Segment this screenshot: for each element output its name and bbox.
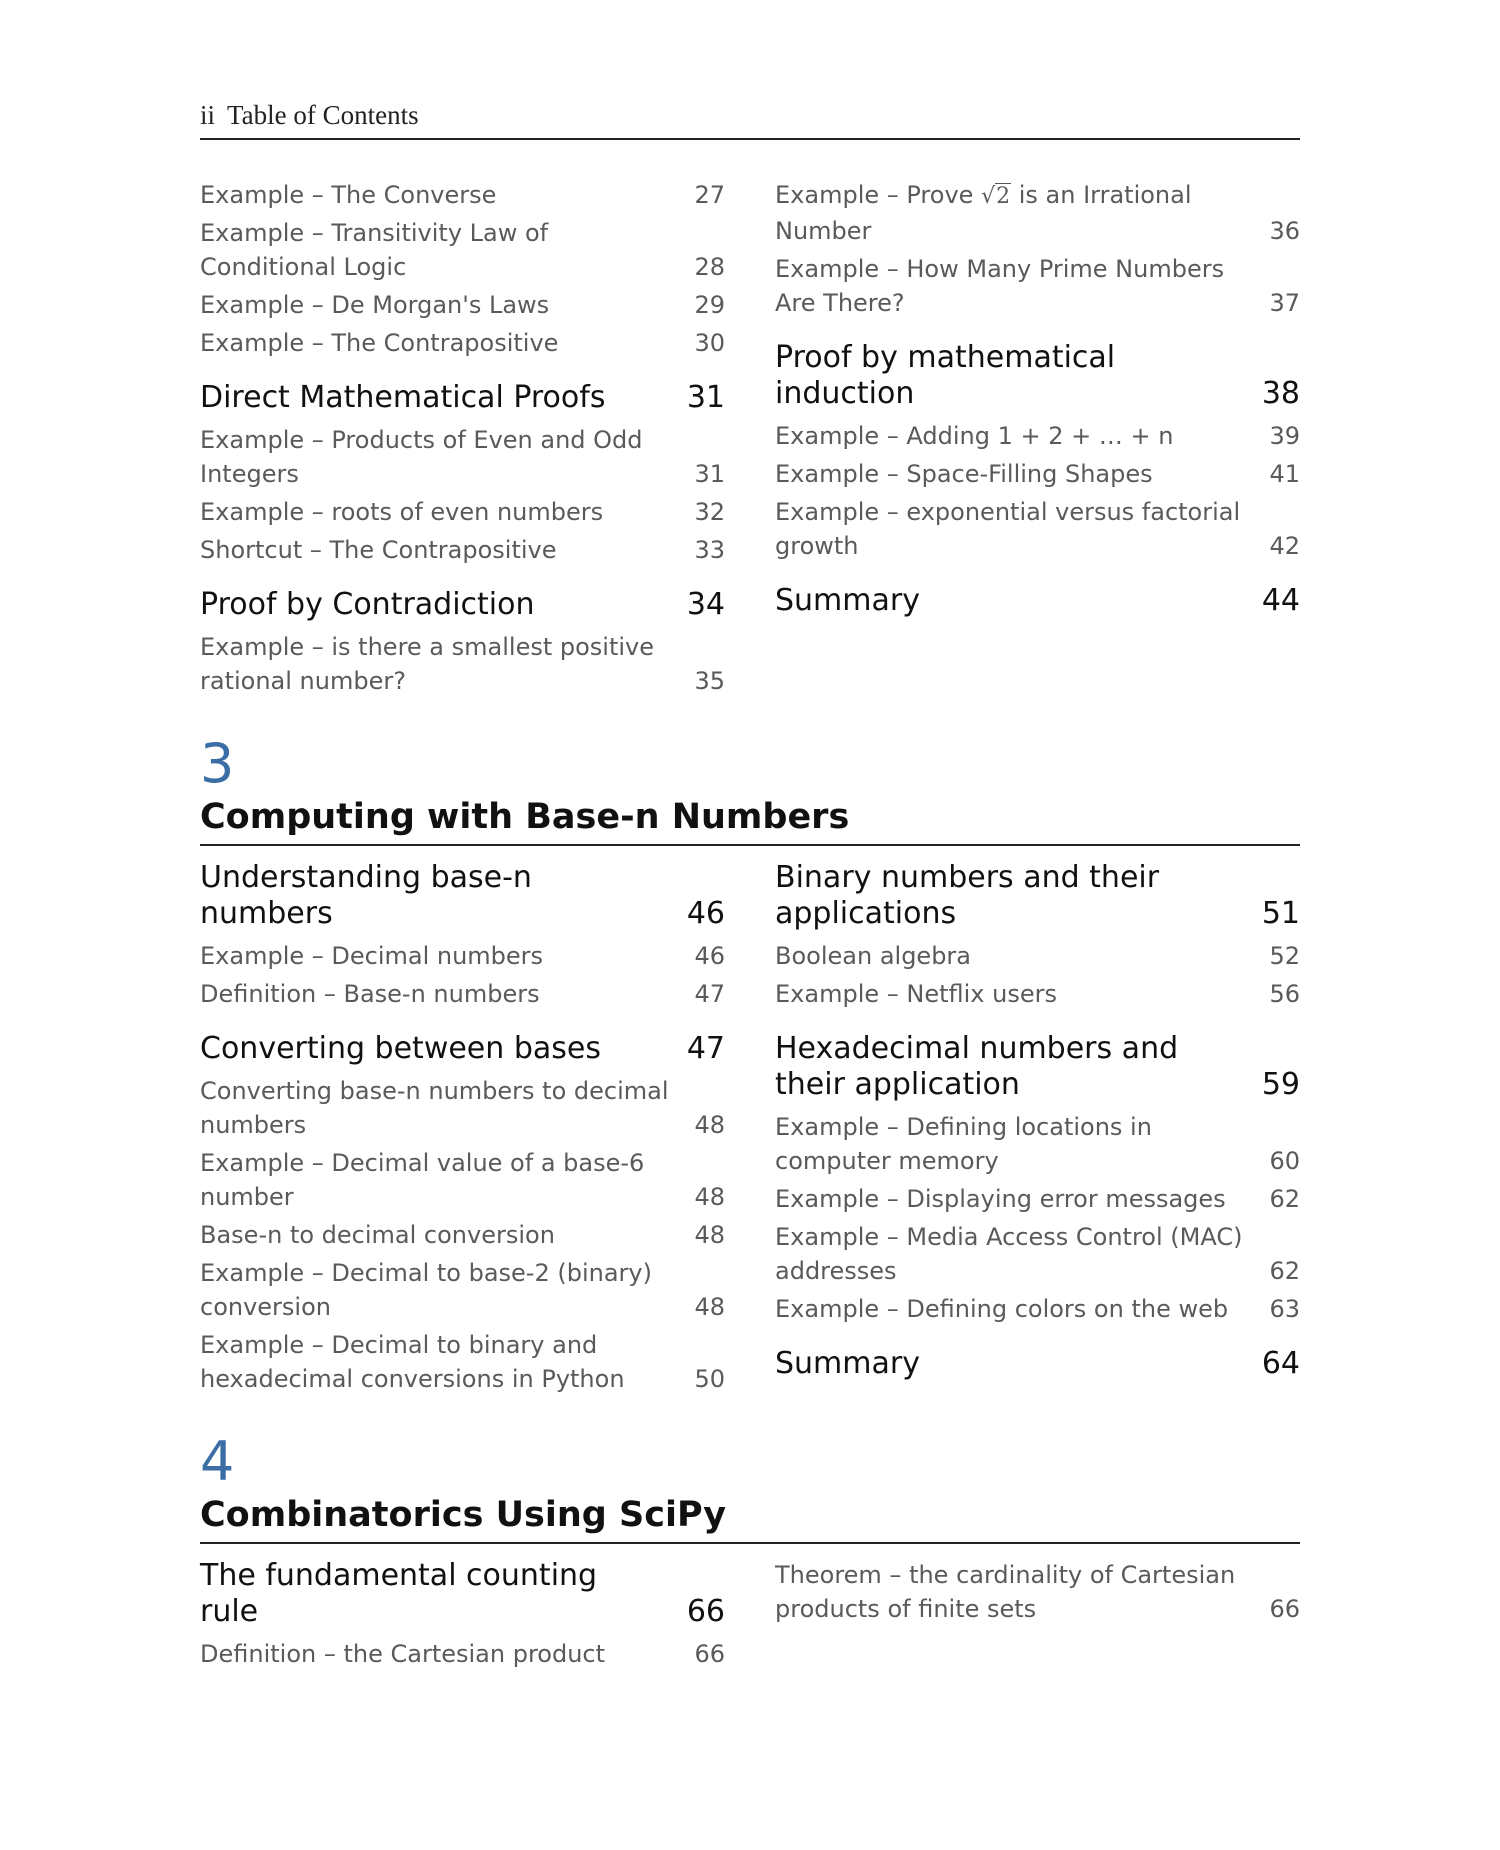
entry-title: Example – roots of even numbers	[200, 498, 604, 526]
running-head-title: Table of Contents	[227, 100, 419, 130]
toc-section-entry[interactable]	[200, 1031, 725, 1067]
entry-title: Summary	[775, 1346, 920, 1381]
entry-page-number: 48	[694, 1111, 725, 1139]
toc-top-columns	[200, 178, 1300, 702]
toc-section-entry[interactable]	[775, 583, 1300, 619]
chapter-number: 4	[200, 1430, 235, 1493]
entry-page-number: 36	[1269, 217, 1300, 245]
chapter-block	[200, 734, 1300, 1400]
toc-column-right	[775, 860, 1300, 1400]
chapter-columns	[200, 1558, 1300, 1675]
toc-subsection-entry[interactable]	[775, 419, 1300, 453]
entry-page-number: 47	[694, 980, 725, 1008]
entry-title: Example – Defining colors on the web	[775, 1295, 1229, 1323]
entry-title: Example – Displaying error messages	[775, 1185, 1226, 1213]
toc-subsection-entry[interactable]	[200, 1146, 725, 1214]
chapter-title[interactable]: Combinatorics Using SciPy	[200, 1492, 1300, 1544]
entry-page-number: 47	[686, 1031, 725, 1066]
toc-subsection-entry[interactable]	[775, 939, 1300, 973]
entry-page-number: 51	[1261, 896, 1300, 931]
toc-column-left	[200, 860, 725, 1400]
toc-subsection-entry[interactable]	[775, 1558, 1300, 1626]
toc-column-left	[200, 1558, 725, 1675]
entry-page-number: 29	[694, 291, 725, 319]
toc-subsection-entry[interactable]	[200, 1074, 725, 1142]
toc-subsection-entry[interactable]	[775, 1292, 1300, 1326]
entry-title: Example – How Many Prime Numbers Are There?	[775, 255, 1225, 317]
entry-page-number: 48	[694, 1183, 725, 1211]
entry-page-number: 38	[1261, 376, 1300, 411]
entry-title: The fundamental counting rule	[200, 1558, 598, 1629]
entry-page-number: 30	[694, 329, 725, 357]
entry-title: Example – Decimal numbers	[200, 942, 544, 970]
toc-subsection-entry[interactable]	[775, 1220, 1300, 1288]
entry-page-number: 42	[1269, 532, 1300, 560]
entry-title: Example – The Contrapositive	[200, 329, 559, 357]
toc-subsection-entry[interactable]	[200, 423, 725, 491]
toc-section-entry[interactable]	[200, 587, 725, 623]
toc-subsection-entry[interactable]	[200, 533, 725, 567]
entry-page-number: 31	[686, 380, 725, 415]
entry-page-number: 48	[694, 1221, 725, 1249]
entry-title: Example – Space-Filling Shapes	[775, 460, 1153, 488]
entry-page-number: 46	[694, 942, 725, 970]
toc-subsection-entry[interactable]	[775, 977, 1300, 1011]
entry-title: Example – Transitivity Law of Conditional Logic	[200, 219, 549, 281]
entry-title: Example – is there a smallest positive rational number?	[200, 633, 655, 695]
entry-page-number: 50	[694, 1365, 725, 1393]
entry-title: Example – Decimal value of a base-6 number	[200, 1149, 645, 1211]
entry-title-pre: Example – Prove	[775, 181, 982, 209]
toc-subsection-entry[interactable]	[775, 178, 1300, 248]
entry-title: Example – Adding 1 + 2 + … + n	[775, 422, 1174, 450]
entry-page-number: 27	[694, 181, 725, 209]
toc-column-right	[775, 178, 1300, 702]
entry-page-number: 44	[1261, 583, 1300, 618]
entry-title: Converting base-n numbers to decimal numbers	[200, 1077, 669, 1139]
entry-page-number: 62	[1269, 1257, 1300, 1285]
entry-title: Base-n to decimal conversion	[200, 1221, 555, 1249]
toc-subsection-entry[interactable]	[200, 326, 725, 360]
entry-page-number: 56	[1269, 980, 1300, 1008]
entry-page-number: 59	[1261, 1067, 1300, 1102]
entry-page-number: 63	[1269, 1295, 1300, 1323]
chapter-columns	[200, 860, 1300, 1400]
entry-title: Understanding base-n numbers	[200, 860, 532, 931]
toc-subsection-entry[interactable]	[200, 495, 725, 529]
entry-page-number: 34	[686, 587, 725, 622]
entry-title: Example – Netflix users	[775, 980, 1057, 1008]
toc-section-entry[interactable]	[775, 1031, 1300, 1103]
toc-subsection-entry[interactable]	[200, 178, 725, 212]
toc-section-entry[interactable]	[775, 340, 1300, 412]
entry-page-number: 41	[1269, 460, 1300, 488]
entry-title: Definition – Base-n numbers	[200, 980, 540, 1008]
entry-title: Example – The Converse	[200, 181, 497, 209]
toc-subsection-entry[interactable]	[200, 977, 725, 1011]
toc-subsection-entry[interactable]	[200, 1256, 725, 1324]
entry-title: Hexadecimal numbers and their application	[775, 1031, 1179, 1102]
toc-page	[200, 100, 1300, 1675]
chapter-list	[200, 734, 1300, 1675]
sqrt-symbol: √2	[981, 184, 1011, 209]
toc-subsection-entry[interactable]	[200, 939, 725, 973]
entry-page-number: 39	[1269, 422, 1300, 450]
toc-subsection-entry[interactable]	[775, 495, 1300, 563]
entry-title: Proof by mathematical induction	[775, 340, 1116, 411]
toc-subsection-entry[interactable]	[775, 1182, 1300, 1216]
entry-title: Direct Mathematical Proofs	[200, 380, 606, 415]
toc-column-right	[775, 1558, 1300, 1675]
entry-title	[775, 178, 1269, 248]
entry-title: Binary numbers and their applications	[775, 860, 1160, 931]
toc-subsection-entry[interactable]	[200, 216, 725, 284]
entry-title: Example – Media Access Control (MAC) addresses	[775, 1223, 1243, 1285]
toc-section-entry[interactable]	[200, 380, 725, 416]
entry-page-number: 66	[694, 1640, 725, 1668]
entry-page-number: 31	[694, 460, 725, 488]
chapter-block	[200, 1432, 1300, 1675]
toc-section-entry[interactable]	[200, 1558, 725, 1630]
toc-column-left	[200, 178, 725, 702]
toc-section-entry[interactable]	[775, 860, 1300, 932]
entry-title: Theorem – the cardinality of Cartesian products of finite sets	[775, 1561, 1236, 1623]
page-number-roman: ii	[200, 100, 216, 130]
entry-page-number: 28	[694, 253, 725, 281]
toc-subsection-entry[interactable]	[775, 457, 1300, 491]
entry-title: Definition – the Cartesian product	[200, 1640, 606, 1668]
toc-subsection-entry[interactable]	[200, 288, 725, 322]
entry-page-number: 62	[1269, 1185, 1300, 1213]
entry-title: Example – exponential versus factorial growth	[775, 498, 1241, 560]
running-head	[200, 100, 1300, 140]
entry-title: Converting between bases	[200, 1031, 601, 1066]
toc-subsection-entry[interactable]	[200, 1218, 725, 1252]
entry-title: Example – De Morgan's Laws	[200, 291, 550, 319]
entry-page-number: 32	[694, 498, 725, 526]
entry-title: Summary	[775, 583, 920, 618]
sqrt-argument: 2	[996, 184, 1011, 209]
chapter-title[interactable]: Computing with Base-n Numbers	[200, 794, 1300, 846]
entry-title: Example – Products of Even and Odd Integers	[200, 426, 643, 488]
entry-page-number: 66	[686, 1594, 725, 1629]
entry-title: Example – Defining locations in computer memory	[775, 1113, 1152, 1175]
entry-page-number: 35	[694, 667, 725, 695]
entry-title-post: is an Irrational Number	[775, 181, 1192, 245]
toc-subsection-entry[interactable]	[200, 1328, 725, 1396]
entry-title: Shortcut – The Contrapositive	[200, 536, 557, 564]
entry-page-number: 33	[694, 536, 725, 564]
entry-page-number: 52	[1269, 942, 1300, 970]
entry-page-number: 46	[686, 896, 725, 931]
entry-title: Example – Decimal to binary and hexadecimal conversions in Python	[200, 1331, 625, 1393]
entry-title: Boolean algebra	[775, 942, 971, 970]
toc-section-entry[interactable]	[200, 860, 725, 932]
toc-subsection-entry[interactable]	[775, 1110, 1300, 1178]
toc-section-entry[interactable]	[775, 1346, 1300, 1382]
entry-page-number: 48	[694, 1293, 725, 1321]
entry-page-number: 64	[1261, 1346, 1300, 1381]
entry-title: Example – Decimal to base-2 (binary) conversion	[200, 1259, 652, 1321]
entry-title: Proof by Contradiction	[200, 587, 535, 622]
entry-page-number: 60	[1269, 1147, 1300, 1175]
entry-page-number: 66	[1269, 1595, 1300, 1623]
toc-subsection-entry[interactable]	[200, 630, 725, 698]
chapter-number: 3	[200, 732, 235, 795]
toc-subsection-entry[interactable]	[775, 252, 1300, 320]
entry-page-number: 37	[1269, 289, 1300, 317]
toc-subsection-entry[interactable]	[200, 1637, 725, 1671]
